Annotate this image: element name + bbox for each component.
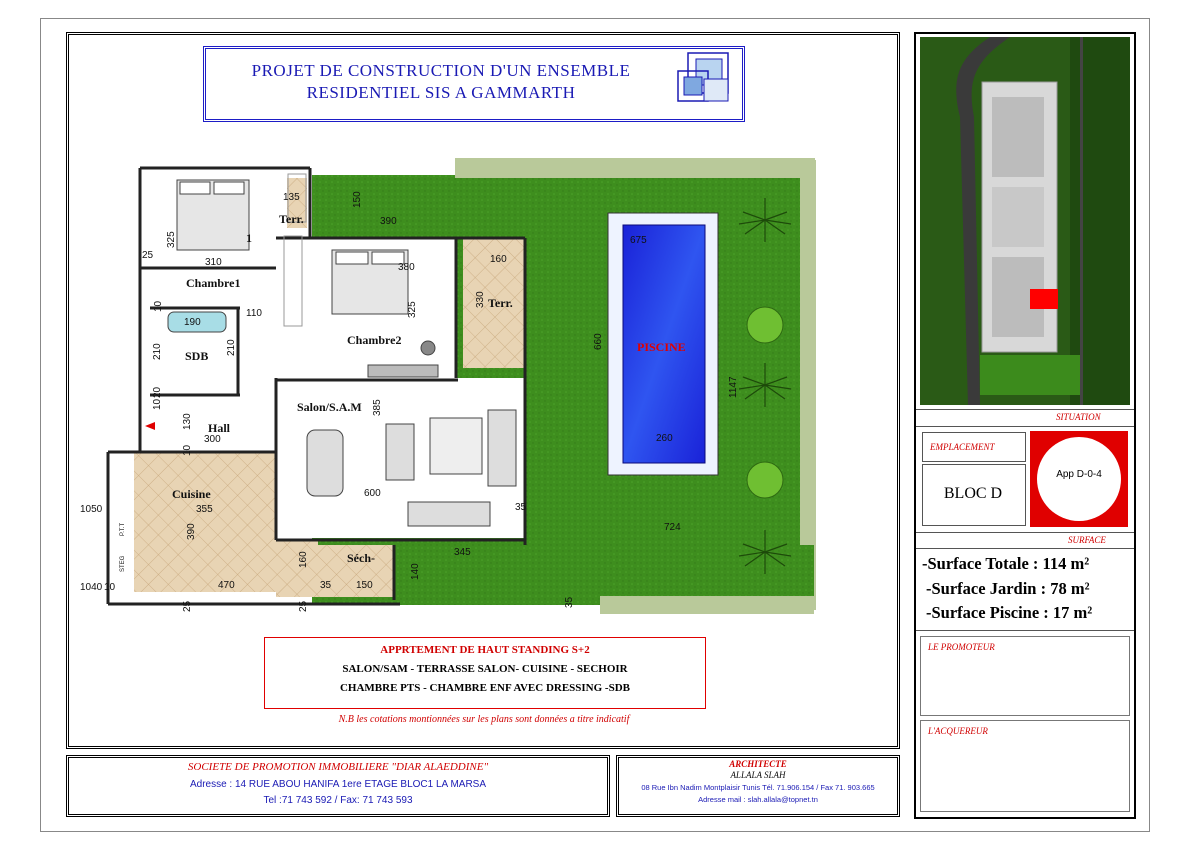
dim-600: 600 (364, 488, 381, 499)
promoter-phone: Tel :71 743 592 / Fax: 71 743 593 (263, 795, 413, 806)
surface-totale: -Surface Totale : 114 m² (922, 554, 1090, 573)
dim-10-d: 10 (104, 582, 116, 593)
label-steg: STEG (120, 555, 126, 572)
dim-390-cuis: 390 (186, 523, 197, 540)
dim-380: 380 (398, 262, 415, 273)
divider (916, 532, 1134, 533)
architect-label: ARCHITECTE (729, 759, 787, 769)
dim-35-b: 35 (515, 502, 527, 513)
dim-724: 724 (664, 522, 681, 533)
situation-label: SITUATION (1056, 412, 1101, 422)
dim-25-c: 25 (298, 600, 309, 612)
dim-135: 135 (283, 192, 300, 203)
divider (916, 630, 1134, 631)
dim-310: 310 (205, 257, 222, 268)
bloc-value: BLOC D (943, 485, 1003, 502)
dim-25-left: 25 (142, 250, 154, 261)
dim-150-bot: 150 (356, 580, 373, 591)
dim-160-terr: 160 (490, 254, 507, 265)
dim-10-a: 10 (153, 300, 164, 312)
architect-name: ALLALA SLAH (730, 770, 786, 780)
room-label-chambre1: Chambre1 (186, 276, 241, 290)
dim-35-c: 35 (564, 596, 575, 608)
room-label-sdb: SDB (185, 349, 209, 363)
dim-300: 300 (204, 434, 221, 445)
project-title-line2: RESIDENTIEL SIS A GAMMARTH (306, 83, 576, 102)
promoter-name: SOCIETE DE PROMOTION IMMOBILIERE "DIAR ALAEDDINE" (187, 761, 489, 773)
dim-660: 660 (593, 333, 604, 350)
dim-470: 470 (218, 580, 235, 591)
promoter-footer (66, 755, 610, 817)
promoter-address: Adresse : 14 RUE ABOU HANIFA 1ere ETAGE BLOC1 LA MARSA (189, 779, 487, 790)
dim-390-top: 390 (380, 216, 397, 227)
room-label-salon: Salon/S.A.M (297, 400, 362, 414)
room-label-terr-top: Terr. (279, 212, 304, 226)
emplacement-label: EMPLACEMENT (930, 442, 995, 452)
dim-130: 130 (182, 413, 193, 430)
project-title-line1: PROJET DE CONSTRUCTION D'UN ENSEMBLE (251, 61, 631, 80)
dim-110: 110 (246, 308, 262, 319)
dim-355: 355 (196, 504, 213, 515)
dim-190: 190 (184, 317, 201, 328)
room-label-cuisine: Cuisine (172, 487, 211, 501)
dim-1147: 1147 (728, 376, 739, 398)
divider (916, 548, 1134, 549)
promoteur-label: LE PROMOTEUR (928, 642, 995, 652)
dim-210-b: 210 (226, 339, 237, 356)
dim-675: 675 (630, 235, 647, 246)
situation-map (920, 37, 1130, 405)
room-label-terr-side: Terr. (488, 296, 513, 310)
room-label-chambre2: Chambre2 (347, 333, 402, 347)
dim-260: 260 (656, 433, 673, 444)
acquereur-label: L'ACQUEREUR (928, 726, 988, 736)
description-line2: SALON/SAM - TERRASSE SALON- CUISINE - SECHOIR (342, 663, 628, 675)
surface-jardin: -Surface Jardin : 78 m² (926, 579, 1090, 598)
dim-1050: 1050 (80, 504, 103, 515)
apartment-value: App D-0-4 (1056, 469, 1102, 480)
room-label-piscine: PISCINE (637, 340, 686, 354)
dim-325-ch2: 325 (407, 301, 418, 318)
dim-385: 385 (372, 399, 383, 416)
dim-325-left: 325 (166, 231, 177, 248)
dim-10-b: 10 (152, 398, 163, 410)
architect-email: Adresse mail : slah.allala@topnet.tn (698, 795, 818, 804)
description-box (264, 637, 706, 709)
dim-210-a: 210 (152, 343, 163, 360)
divider (916, 409, 1134, 410)
dim-1040: 1040 (80, 582, 103, 593)
description-line1: APPRTEMENT DE HAUT STANDING S+2 (380, 644, 590, 656)
dimension-note: N.B les cotations montionnées sur les plans sont données a titre indicatif (338, 714, 630, 725)
divider (916, 426, 1134, 427)
apartment-marker (1030, 431, 1128, 527)
dim-25-b: 25 (182, 600, 193, 612)
dim-160-bot: 160 (298, 551, 309, 568)
description-line3: CHAMBRE PTS - CHAMBRE ENF AVEC DRESSING -SDB (339, 682, 630, 694)
room-label-hall: Hall (208, 421, 231, 435)
title-block-sidebar (914, 32, 1136, 819)
label-ptt: P.T.T (120, 522, 126, 536)
dim-150-top: 150 (352, 191, 363, 208)
room-label-sech: Séch- (347, 551, 375, 565)
dim-140: 140 (410, 563, 421, 580)
surface-label: SURFACE (1068, 535, 1106, 545)
dim-20: 20 (152, 386, 163, 398)
dim-330: 330 (475, 291, 486, 308)
surface-piscine: -Surface Piscine : 17 m² (926, 603, 1093, 622)
dim-35-a: 35 (320, 580, 332, 591)
dim-345: 345 (454, 547, 471, 558)
room-label-chambre1-marker: 1 (246, 231, 252, 245)
architect-address: 08 Rue Ibn Nadim Montplaisir Tunis Tél. 71.906.154 / Fax 71. 903.665 (641, 783, 875, 792)
architect-footer (616, 755, 900, 817)
dim-10-c: 10 (182, 444, 193, 456)
